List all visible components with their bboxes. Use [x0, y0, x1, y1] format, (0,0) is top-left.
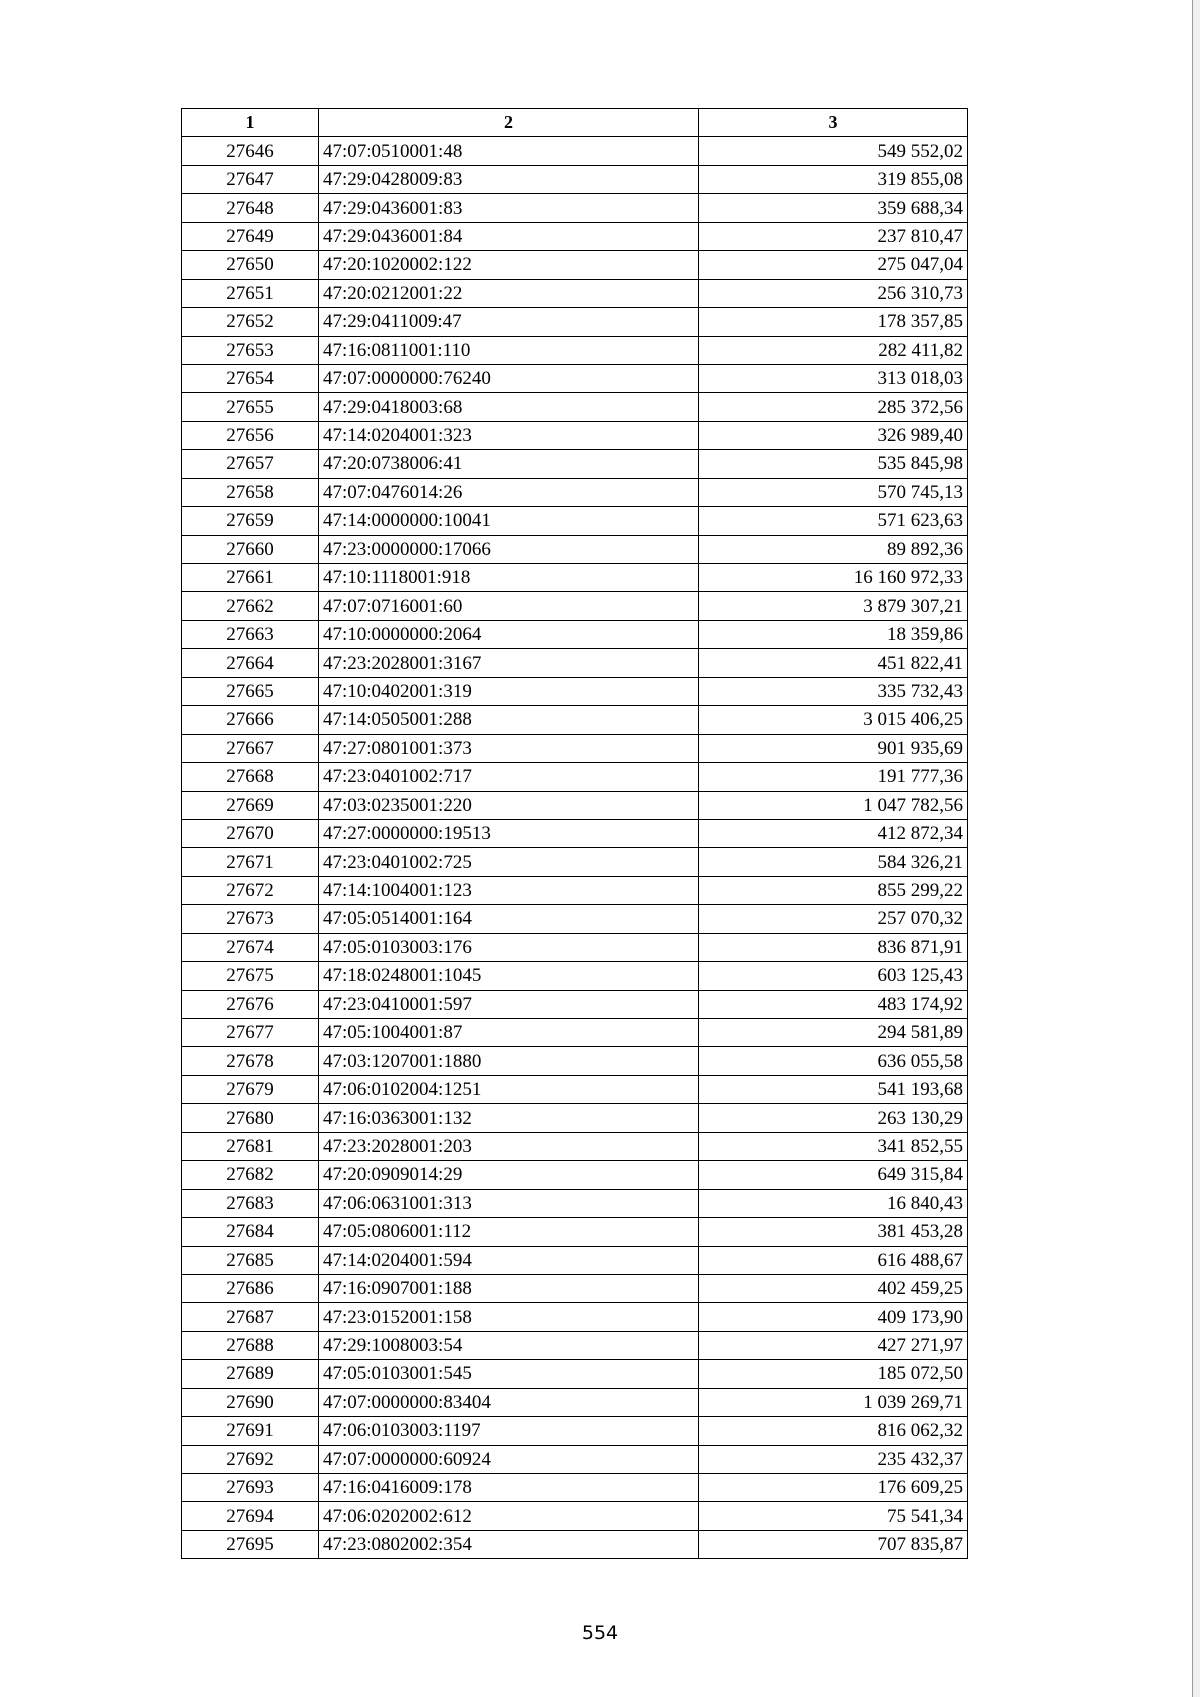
header-row	[182, 109, 968, 137]
table-row	[182, 364, 968, 392]
table-row	[182, 763, 968, 791]
value-cell: 275 047,04	[699, 251, 968, 279]
cadastral-number-cell: 47:23:0802002:354	[319, 1530, 699, 1558]
table-row	[182, 819, 968, 847]
table-row	[182, 677, 968, 705]
row-number-cell: 27678	[182, 1047, 319, 1075]
table-row	[182, 1218, 968, 1246]
row-number-cell: 27688	[182, 1331, 319, 1359]
value-cell: 313 018,03	[699, 364, 968, 392]
value-cell: 235 432,37	[699, 1445, 968, 1473]
row-number-cell: 27667	[182, 734, 319, 762]
page-number: 554	[581, 1622, 619, 1644]
table-row	[182, 165, 968, 193]
row-number-cell: 27674	[182, 933, 319, 961]
table-row	[182, 478, 968, 506]
table-row	[182, 1360, 968, 1388]
row-number-cell: 27685	[182, 1246, 319, 1274]
value-cell: 381 453,28	[699, 1218, 968, 1246]
table-row	[182, 649, 968, 677]
row-number-cell: 27689	[182, 1360, 319, 1388]
table-row	[182, 507, 968, 535]
value-cell: 18 359,86	[699, 620, 968, 648]
value-cell: 1 047 782,56	[699, 791, 968, 819]
value-cell: 412 872,34	[699, 819, 968, 847]
cadastral-number-cell: 47:14:1004001:123	[319, 876, 699, 904]
row-number-cell: 27660	[182, 535, 319, 563]
row-number-cell: 27652	[182, 308, 319, 336]
value-cell: 185 072,50	[699, 1360, 968, 1388]
row-number-cell: 27671	[182, 848, 319, 876]
cadastral-number-cell: 47:07:0000000:83404	[319, 1388, 699, 1416]
table-row	[182, 1530, 968, 1558]
row-number-cell: 27661	[182, 564, 319, 592]
data-table	[181, 108, 968, 1559]
value-cell: 1 039 269,71	[699, 1388, 968, 1416]
value-cell: 359 688,34	[699, 194, 968, 222]
cadastral-number-cell: 47:29:0436001:84	[319, 222, 699, 250]
table-row	[182, 1075, 968, 1103]
row-number-cell: 27647	[182, 165, 319, 193]
row-number-cell: 27686	[182, 1274, 319, 1302]
row-number-cell: 27695	[182, 1530, 319, 1558]
cadastral-number-cell: 47:20:0738006:41	[319, 450, 699, 478]
cadastral-number-cell: 47:29:1008003:54	[319, 1331, 699, 1359]
cadastral-number-cell: 47:05:0514001:164	[319, 905, 699, 933]
table-row	[182, 1104, 968, 1132]
row-number-cell: 27654	[182, 364, 319, 392]
table-row	[182, 848, 968, 876]
cadastral-number-cell: 47:23:2028001:3167	[319, 649, 699, 677]
row-number-cell: 27687	[182, 1303, 319, 1331]
table-row	[182, 393, 968, 421]
row-number-cell: 27675	[182, 962, 319, 990]
cadastral-number-cell: 47:07:0716001:60	[319, 592, 699, 620]
cadastral-number-cell: 47:06:0103003:1197	[319, 1417, 699, 1445]
cadastral-number-cell: 47:07:0510001:48	[319, 137, 699, 165]
table-row	[182, 620, 968, 648]
table-row	[182, 1388, 968, 1416]
cadastral-number-cell: 47:10:0000000:2064	[319, 620, 699, 648]
value-cell: 75 541,34	[699, 1502, 968, 1530]
table-row	[182, 905, 968, 933]
table-row	[182, 933, 968, 961]
table-row	[182, 1474, 968, 1502]
table-row	[182, 194, 968, 222]
cadastral-number-cell: 47:03:1207001:1880	[319, 1047, 699, 1075]
cadastral-number-cell: 47:23:0401002:717	[319, 763, 699, 791]
value-cell: 176 609,25	[699, 1474, 968, 1502]
table-row	[182, 1161, 968, 1189]
row-number-cell: 27656	[182, 421, 319, 449]
cadastral-number-cell: 47:05:0806001:112	[319, 1218, 699, 1246]
value-cell: 319 855,08	[699, 165, 968, 193]
column-header-2: 2	[319, 109, 699, 137]
row-number-cell: 27693	[182, 1474, 319, 1502]
value-cell: 636 055,58	[699, 1047, 968, 1075]
row-number-cell: 27681	[182, 1132, 319, 1160]
table-row	[182, 564, 968, 592]
row-number-cell: 27677	[182, 1019, 319, 1047]
cadastral-number-cell: 47:20:0909014:29	[319, 1161, 699, 1189]
cadastral-number-cell: 47:06:0102004:1251	[319, 1075, 699, 1103]
value-cell: 707 835,87	[699, 1530, 968, 1558]
value-cell: 836 871,91	[699, 933, 968, 961]
row-number-cell: 27694	[182, 1502, 319, 1530]
value-cell: 409 173,90	[699, 1303, 968, 1331]
row-number-cell: 27691	[182, 1417, 319, 1445]
cadastral-number-cell: 47:20:0212001:22	[319, 279, 699, 307]
value-cell: 16 160 972,33	[699, 564, 968, 592]
value-cell: 584 326,21	[699, 848, 968, 876]
value-cell: 570 745,13	[699, 478, 968, 506]
cadastral-number-cell: 47:16:0811001:110	[319, 336, 699, 364]
table-header	[182, 109, 968, 137]
table-body	[182, 137, 968, 1559]
value-cell: 294 581,89	[699, 1019, 968, 1047]
value-cell: 451 822,41	[699, 649, 968, 677]
row-number-cell: 27650	[182, 251, 319, 279]
cadastral-number-cell: 47:03:0235001:220	[319, 791, 699, 819]
cadastral-number-cell: 47:16:0363001:132	[319, 1104, 699, 1132]
cadastral-number-cell: 47:29:0411009:47	[319, 308, 699, 336]
value-cell: 257 070,32	[699, 905, 968, 933]
table-row	[182, 1417, 968, 1445]
row-number-cell: 27663	[182, 620, 319, 648]
table-row	[182, 990, 968, 1018]
cadastral-number-cell: 47:14:0505001:288	[319, 706, 699, 734]
cadastral-number-cell: 47:23:0401002:725	[319, 848, 699, 876]
value-cell: 541 193,68	[699, 1075, 968, 1103]
table-row	[182, 279, 968, 307]
row-number-cell: 27646	[182, 137, 319, 165]
row-number-cell: 27651	[182, 279, 319, 307]
value-cell: 549 552,02	[699, 137, 968, 165]
row-number-cell: 27662	[182, 592, 319, 620]
cadastral-number-cell: 47:16:0416009:178	[319, 1474, 699, 1502]
value-cell: 427 271,97	[699, 1331, 968, 1359]
cadastral-number-cell: 47:10:1118001:918	[319, 564, 699, 592]
value-cell: 3 879 307,21	[699, 592, 968, 620]
row-number-cell: 27679	[182, 1075, 319, 1103]
row-number-cell: 27649	[182, 222, 319, 250]
row-number-cell: 27648	[182, 194, 319, 222]
table-row	[182, 734, 968, 762]
row-number-cell: 27692	[182, 1445, 319, 1473]
value-cell: 16 840,43	[699, 1189, 968, 1217]
row-number-cell: 27653	[182, 336, 319, 364]
value-cell: 326 989,40	[699, 421, 968, 449]
value-cell: 901 935,69	[699, 734, 968, 762]
cadastral-number-cell: 47:07:0000000:60924	[319, 1445, 699, 1473]
value-cell: 285 372,56	[699, 393, 968, 421]
row-number-cell: 27684	[182, 1218, 319, 1246]
table-row	[182, 1047, 968, 1075]
value-cell: 178 357,85	[699, 308, 968, 336]
value-cell: 341 852,55	[699, 1132, 968, 1160]
cadastral-number-cell: 47:06:0631001:313	[319, 1189, 699, 1217]
column-header-1: 1	[182, 109, 319, 137]
cadastral-number-cell: 47:14:0000000:10041	[319, 507, 699, 535]
value-cell: 649 315,84	[699, 1161, 968, 1189]
cadastral-number-cell: 47:29:0428009:83	[319, 165, 699, 193]
cadastral-number-cell: 47:18:0248001:1045	[319, 962, 699, 990]
cadastral-number-cell: 47:29:0436001:83	[319, 194, 699, 222]
table-row	[182, 308, 968, 336]
table-row	[182, 1502, 968, 1530]
cadastral-number-cell: 47:07:0476014:26	[319, 478, 699, 506]
cadastral-number-cell: 47:23:0152001:158	[319, 1303, 699, 1331]
table-row	[182, 1274, 968, 1302]
cadastral-number-cell: 47:16:0907001:188	[319, 1274, 699, 1302]
cadastral-number-cell: 47:14:0204001:594	[319, 1246, 699, 1274]
row-number-cell: 27669	[182, 791, 319, 819]
table-row	[182, 450, 968, 478]
cadastral-number-cell: 47:05:0103003:176	[319, 933, 699, 961]
value-cell: 535 845,98	[699, 450, 968, 478]
table-row	[182, 1019, 968, 1047]
value-cell: 335 732,43	[699, 677, 968, 705]
row-number-cell: 27682	[182, 1161, 319, 1189]
row-number-cell: 27670	[182, 819, 319, 847]
value-cell: 616 488,67	[699, 1246, 968, 1274]
cadastral-number-cell: 47:20:1020002:122	[319, 251, 699, 279]
value-cell: 855 299,22	[699, 876, 968, 904]
value-cell: 3 015 406,25	[699, 706, 968, 734]
table-row	[182, 1132, 968, 1160]
table-row	[182, 1303, 968, 1331]
row-number-cell: 27683	[182, 1189, 319, 1217]
value-cell: 402 459,25	[699, 1274, 968, 1302]
table-row	[182, 876, 968, 904]
cadastral-number-cell: 47:27:0000000:19513	[319, 819, 699, 847]
table-row	[182, 1331, 968, 1359]
table-row	[182, 962, 968, 990]
row-number-cell: 27658	[182, 478, 319, 506]
cadastral-number-cell: 47:14:0204001:323	[319, 421, 699, 449]
table-row	[182, 251, 968, 279]
row-number-cell: 27664	[182, 649, 319, 677]
row-number-cell: 27659	[182, 507, 319, 535]
row-number-cell: 27690	[182, 1388, 319, 1416]
row-number-cell: 27665	[182, 677, 319, 705]
cadastral-number-cell: 47:05:0103001:545	[319, 1360, 699, 1388]
value-cell: 256 310,73	[699, 279, 968, 307]
cadastral-number-cell: 47:23:0000000:17066	[319, 535, 699, 563]
value-cell: 89 892,36	[699, 535, 968, 563]
row-number-cell: 27668	[182, 763, 319, 791]
column-header-3: 3	[699, 109, 968, 137]
table-row	[182, 222, 968, 250]
cadastral-number-cell: 47:23:0410001:597	[319, 990, 699, 1018]
table-row	[182, 1189, 968, 1217]
table-row	[182, 421, 968, 449]
row-number-cell: 27676	[182, 990, 319, 1018]
value-cell: 603 125,43	[699, 962, 968, 990]
value-cell: 282 411,82	[699, 336, 968, 364]
value-cell: 191 777,36	[699, 763, 968, 791]
cadastral-number-cell: 47:05:1004001:87	[319, 1019, 699, 1047]
table-row	[182, 137, 968, 165]
cadastral-number-cell: 47:07:0000000:76240	[319, 364, 699, 392]
page-edge	[1192, 0, 1200, 1697]
table-row	[182, 1445, 968, 1473]
cadastral-number-cell: 47:27:0801001:373	[319, 734, 699, 762]
row-number-cell: 27666	[182, 706, 319, 734]
value-cell: 237 810,47	[699, 222, 968, 250]
row-number-cell: 27680	[182, 1104, 319, 1132]
row-number-cell: 27655	[182, 393, 319, 421]
cadastral-number-cell: 47:06:0202002:612	[319, 1502, 699, 1530]
row-number-cell: 27672	[182, 876, 319, 904]
value-cell: 571 623,63	[699, 507, 968, 535]
row-number-cell: 27657	[182, 450, 319, 478]
cadastral-number-cell: 47:29:0418003:68	[319, 393, 699, 421]
value-cell: 483 174,92	[699, 990, 968, 1018]
row-number-cell: 27673	[182, 905, 319, 933]
table-row	[182, 535, 968, 563]
table-row	[182, 1246, 968, 1274]
cadastral-number-cell: 47:10:0402001:319	[319, 677, 699, 705]
table-row	[182, 706, 968, 734]
cadastral-number-cell: 47:23:2028001:203	[319, 1132, 699, 1160]
table-row	[182, 592, 968, 620]
value-cell: 263 130,29	[699, 1104, 968, 1132]
table-row	[182, 791, 968, 819]
table-row	[182, 336, 968, 364]
value-cell: 816 062,32	[699, 1417, 968, 1445]
